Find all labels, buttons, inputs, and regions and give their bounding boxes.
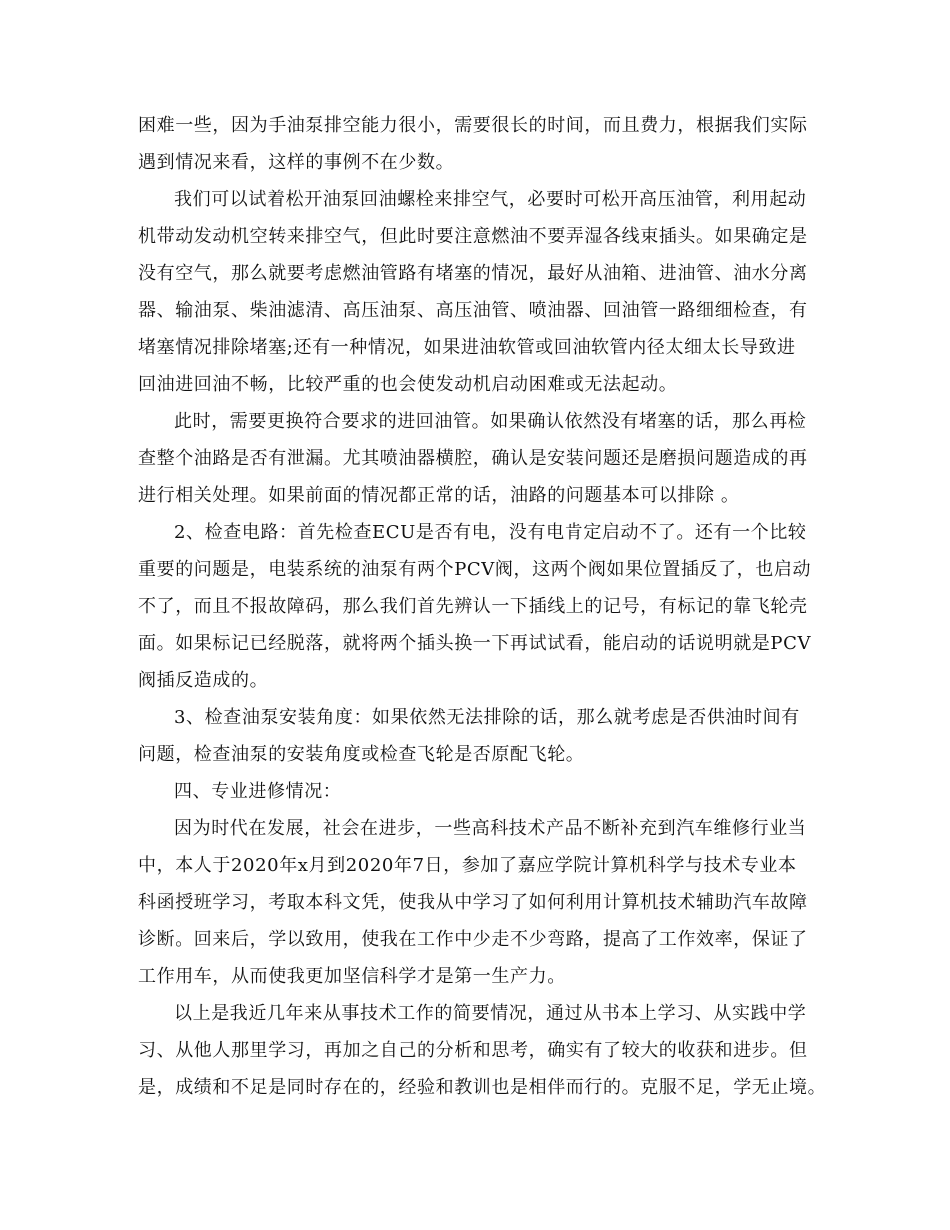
text-line: 遇到情况来看，这样的事例不在少数。 [138,152,455,173]
text-line: 以上是我近几年来从事技术工作的简要情况，通过从书本上学习、从实践中学 [174,1003,807,1024]
text-line: 回油进回油不畅，比较严重的也会使发动机启动困难或无法起动。 [138,374,678,395]
text-line: 因为时代在发展，社会在进步，一些高科技术产品不断补充到汽车维修行业当 [174,818,807,839]
text-line: 面。如果标记已经脱落，就将两个插头换一下再试试看，能启动的话说明就是PCV [138,633,812,654]
text-line: 问题，检查油泵的安装角度或检查飞轮是否原配飞轮。 [138,744,585,765]
text-line: 诊断。回来后，学以致用，使我在工作中少走不少弯路，提高了工作效率，保证了 [138,929,808,950]
text-line: 四、专业进修情况： [174,781,342,802]
text-line: 阀插反造成的。 [138,670,269,691]
text-line: 科函授班学习，考取本科文凭，使我从中学习了如何利用计算机技术辅助汽车故障 [138,892,808,913]
text-line: 习、从他人那里学习，再加之自己的分析和思考，确实有了较大的收获和进步。但 [138,1040,808,1061]
text-line: 机带动发动机空转来排空气，但此时要注意燃油不要弄湿各线束插头。如果确定是 [138,226,808,247]
text-line: 此时，需要更换符合要求的进回油管。如果确认依然没有堵塞的话，那么再检 [174,411,807,432]
text-line: 不了，而且不报故障码，那么我们首先辨认一下插线上的记号，有标记的靠飞轮壳 [138,596,808,617]
text-line: 查整个油路是否有泄漏。尤其喷油器横腔，确认是安装问题还是磨损问题造成的再 [138,448,808,469]
document-body [138,107,838,1106]
text-line: 2、检查电路：首先检查ECU是否有电，没有电肯定启动不了。还有一个比较 [174,522,807,543]
text-line: 堵塞情况排除堵塞;还有一种情况，如果进油软管或回油软管内径太细太长导致进 [138,337,796,358]
text-line: 我们可以试着松开油泵回油螺栓来排空气，必要时可松开高压油管，利用起动 [174,189,807,210]
text-line: 工作用车，从而使我更加坚信科学才是第一生产力。 [138,966,566,987]
text-line: 器、输油泵、柴油滤清、高压油泵、高压油管、喷油器、回油管一路细细检查，有 [138,300,808,321]
text-line: 是，成绩和不足是同时存在的，经验和教训也是相伴而行的。克服不足，学无止境。 [138,1077,827,1098]
text-line: 困难一些，因为手油泵排空能力很小，需要很长的时间，而且费力，根据我们实际 [138,115,808,136]
text-line: 3、检查油泵安装角度：如果依然无法排除的话，那么就考虑是否供油时间有 [174,707,800,728]
text-line: 进行相关处理。如果前面的情况都正常的话，油路的问题基本可以排除 。 [138,485,740,506]
text-line: 中，本人于2020年x月到2020年7日，参加了嘉应学院计算机科学与技术专业本 [138,855,797,876]
text-line: 没有空气，那么就要考虑燃油管路有堵塞的情况，最好从油箱、进油管、油水分离 [138,263,808,284]
text-line: 重要的问题是，电装系统的油泵有两个PCV阀，这两个阀如果位置插反了，也启动 [138,559,812,580]
